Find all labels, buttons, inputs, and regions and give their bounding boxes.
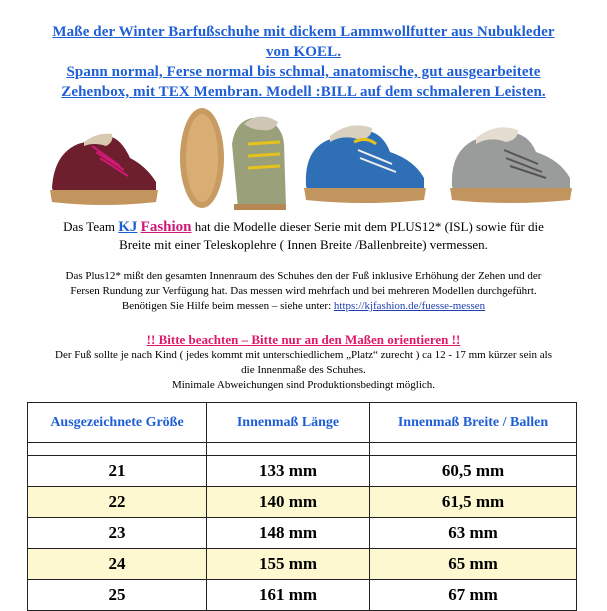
header-width: Innenmaß Breite / Ballen (370, 403, 577, 443)
plus-line2: Fersen Rundung zur Verfügung hat. Das messen wird mehrfach und bei mehreren Modellen durchgeführt. (70, 285, 537, 297)
cell-size: 23 (28, 518, 207, 549)
warning-text: !! Bitte beachten – Bitte nur an den Maßen orientieren !! (146, 332, 461, 347)
cell-length: 133 mm (207, 456, 370, 487)
note-line3: Minimale Abweichungen sind Produktionsbedingt möglich. (171, 379, 436, 391)
title-line-4: Zehenbox, mit TEX Membran. Modell :BILL auf dem schmaleren Leisten. (61, 84, 546, 100)
cell-width: 60,5 mm (370, 456, 577, 487)
plus12-paragraph (0, 269, 607, 314)
product-photos (48, 104, 588, 212)
table-row (28, 456, 577, 487)
plus-line3: Benötigen Sie Hilfe beim messen – siehe unter: (121, 300, 334, 312)
title-line-2: von KOEL. (265, 44, 342, 60)
note-line2: die Innenmaße des Schuhes. (241, 364, 366, 376)
title-line-1: Maße der Winter Barfußschuhe mit dickem Lammwollfutter aus Nubukleder (52, 24, 555, 40)
shoe-photo-blue (300, 116, 430, 208)
shoe-photo-burgundy (48, 122, 160, 208)
shoe-photo-grey (446, 118, 576, 208)
cell-width: 61,5 mm (370, 487, 577, 518)
size-table (27, 402, 577, 611)
header-length: Innenmaß Länge (207, 403, 370, 443)
cell-size: 21 (28, 456, 207, 487)
shoe-photo-green (174, 104, 292, 212)
cell-length: 161 mm (207, 580, 370, 611)
cell-length: 140 mm (207, 487, 370, 518)
team-line1-rest: hat die Modelle dieser Serie mit dem PLUS12* (ISL) sowie für die (191, 219, 544, 234)
title-line-3: Spann normal, Ferse normal bis schmal, anatomische, gut ausgearbeitete (66, 64, 541, 80)
team-line2: Breite mit einer Teleskoplehre ( Innen Breite /Ballenbreite) vermessen. (119, 237, 488, 252)
cell-size: 24 (28, 549, 207, 580)
table-header-row (28, 403, 577, 443)
table-row (28, 580, 577, 611)
header-size: Ausgezeichnete Größe (28, 403, 207, 443)
team-prefix: Das Team (63, 219, 119, 234)
table-row (28, 549, 577, 580)
cell-width: 65 mm (370, 549, 577, 580)
cell-length: 148 mm (207, 518, 370, 549)
table-row (28, 487, 577, 518)
brand-fashion[interactable]: Fashion (140, 219, 192, 235)
cell-size: 22 (28, 487, 207, 518)
note-line1: Der Fuß sollte je nach Kind ( jedes kommt mit unterschiedlichem „Platz“ zurecht ) ca 12 - 17 mm kürzer sein als (55, 349, 552, 361)
cell-width: 67 mm (370, 580, 577, 611)
plus-line1: Das Plus12* mißt den gesamten Innenraum des Schuhes den der Fuß inklusive Erhöhung der Zehen und der (65, 270, 542, 282)
measure-help-link[interactable]: https://kjfashion.de/fuesse-messen (333, 300, 486, 312)
note-paragraph (0, 348, 607, 393)
team-paragraph (0, 218, 607, 254)
table-row (28, 518, 577, 549)
page-title (0, 22, 607, 102)
cell-size: 25 (28, 580, 207, 611)
table-spacer-row (28, 443, 577, 456)
cell-length: 155 mm (207, 549, 370, 580)
brand-kj[interactable]: KJ (118, 219, 138, 235)
cell-width: 63 mm (370, 518, 577, 549)
